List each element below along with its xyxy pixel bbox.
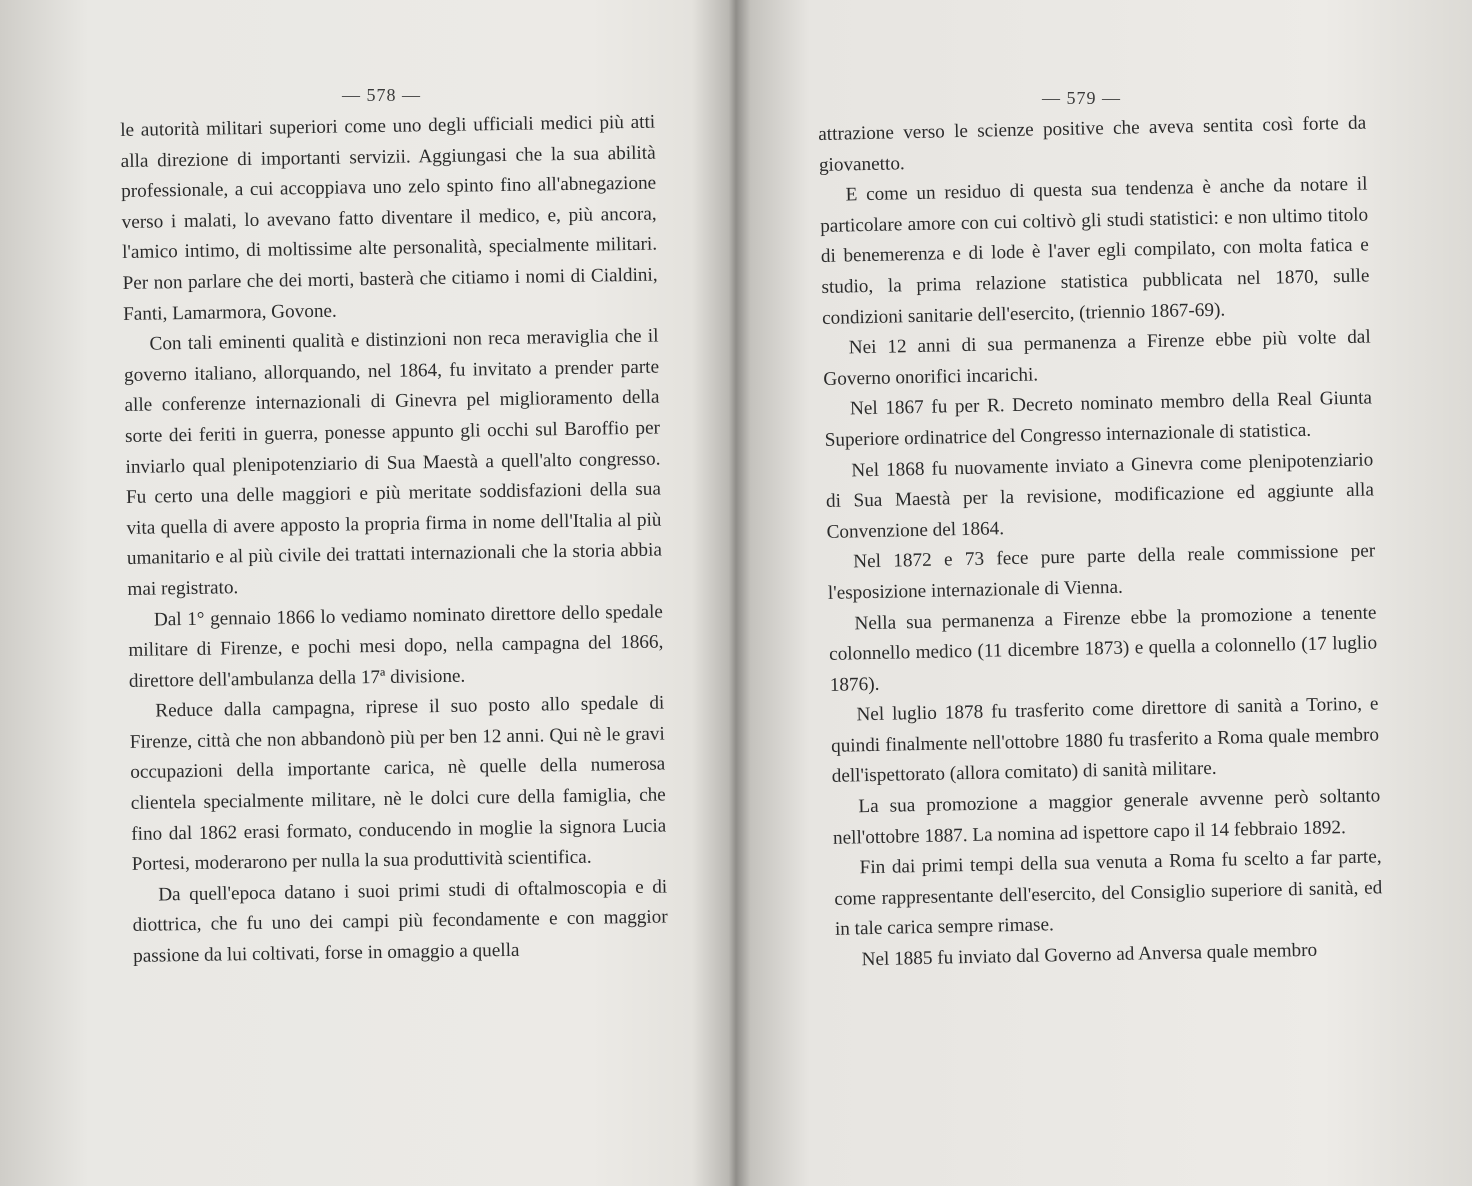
page-number: — 578 — (342, 85, 421, 105)
paragraph: Fin dai primi tempi della sua venuta a Roma fu scelto a far parte, come rappresentante dell'esercito, del Consiglio superiore di sanità, ed in tale carica sempre rimase. (834, 846, 1383, 941)
paragraph: attrazione verso le scienze positive che aveva sentita così forte da giovanetto. (818, 112, 1367, 176)
page-text (818, 109, 1384, 977)
paragraph: Reduce dalla campagna, riprese il suo posto allo spedale di Firenze, città che non abbandonò più per ben 12 anni. Qui nè le gravi occupazioni della importante carica, nè quelle della numerosa clientela specialmente militare, nè le dolci cure della famiglia, che fino dal 1862 erasi formato, conducendo in moglie la signora Lucia Portesi, moderarono per nulla la sua produttività scientifica. (129, 692, 667, 876)
paragraph: Con tali eminenti qualità e distinzioni non reca meraviglia che il governo italiano, allorquando, nel 1864, fu invitato a prender parte alle conferenze internazionali di Ginevra pel miglioramento della sorte dei feriti in guerra, ponesse appunto gli occhi sul Baroffio per inviarlo qual plenipotenziario di Sua Maestà a quell'alto congresso. Fu certo una delle maggiori e più meritate soddisfazioni della sua vita quella di avere apposto la propria firma in nome dell'Italia al più umanitario e al più civile dei trattati internazionali che la storia abbia mai registrato. (123, 325, 663, 600)
paragraph: le autorità militari superiori come uno degli ufficiali medici più atti alla direzione di importanti servizii. Aggiungasi che la sua abilità professionale, a cui accoppiava uno zelo spinto fino all'abnegazione verso i malati, lo avevano fatto diventare il medico, e, più ancora, l'amico intimo, di moltissime alte personalità, specialmente militari. Per non parlare che dei morti, basterà che citiamo i nomi di Cialdini, Fanti, Lamarmora, Govone. (120, 111, 658, 325)
paragraph: Nella sua permanenza a Firenze ebbe la promozione a tenente colonnello medico (11 dicembre 1873) e quella a colonnello (17 luglio 1876). (828, 601, 1378, 696)
paragraph: Nel 1872 e 73 fece pure parte della reale commissione per l'esposizione internazionale di Vienna. (827, 540, 1376, 604)
paragraph: Da quell'epoca datano i suoi primi studi di oftalmoscopia e di diottrica, che fu uno dei campi più fecondamente e con maggior passione da lui coltivati, forse in omaggio a quella (132, 876, 668, 967)
paragraph: La sua promozione a maggior generale avvenne però soltanto nell'ottobre 1887. La nomina ad ispettore capo il 14 febbraio 1892. (832, 785, 1381, 849)
page-number: — 579 — (1042, 88, 1121, 108)
paragraph: Nel luglio 1878 fu trasferito come direttore di sanità a Torino, e quindi finalmente nell'ottobre 1880 fu trasferito a Roma quale membro dell'ispettorato (allora comitato) di sanità militare. (830, 693, 1380, 788)
paragraph: Nei 12 anni di sua permanenza a Firenze ebbe più volte dal Governo onorifici incarichi. (823, 326, 1371, 390)
page-text (120, 108, 668, 973)
paragraph: Nel 1867 fu per R. Decreto nominato membro della Real Giunta Superiore ordinatrice del Congresso internazionale di statistica. (824, 387, 1373, 451)
paragraph: Nel 1868 fu nuovamente inviato a Ginevra come plenipotenziario di Sua Maestà per la revisione, modificazione ed aggiunte alla Convenzione del 1864. (825, 448, 1375, 543)
paragraph: E come un residuo di questa sua tendenza è anche da notare il particolare amore con cui coltivò gli studi statistici: e non ultimo titolo di benemerenza e di lode è l'aver egli compilato, con molta fatica e studio, la prima relazione statistica pubblicata nel 1870, sulle condizioni sanitarie dell'esercito, (triennio 1867-69). (820, 173, 1370, 329)
right-page (736, 0, 1472, 1186)
paragraph: Nel 1885 fu inviato dal Governo ad Anversa quale membro (861, 939, 1318, 971)
paragraph: Dal 1° gennaio 1866 lo vediamo nominato direttore dello spedale militare di Firenze, e pochi mesi dopo, nella campagna del 1866, direttore dell'ambulanza della 17ª divisione. (128, 601, 664, 692)
